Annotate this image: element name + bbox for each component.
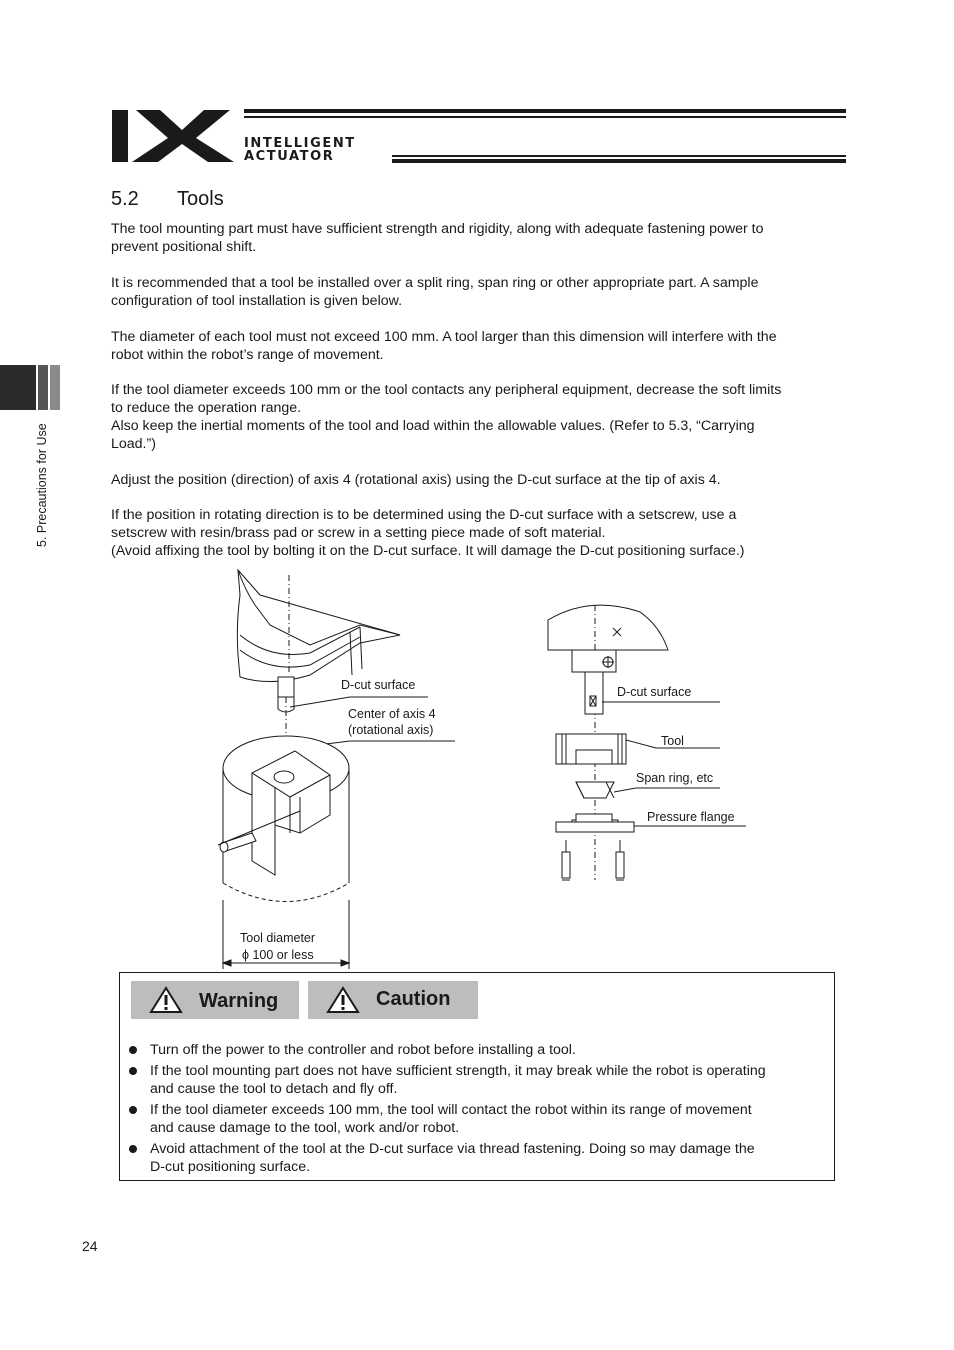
right-dcut-label: D-cut surface	[617, 685, 692, 699]
bullet-icon	[129, 1106, 137, 1114]
tool-mounting-isometric-diagram	[200, 565, 490, 970]
notice-bullet-list	[129, 1041, 829, 1179]
header-rule-top-thin	[244, 116, 846, 118]
left-diameter-label-1: Tool diameter	[240, 931, 316, 945]
list-item: Avoid attachment of the tool at the D-cut surface via thread fastening. Doing so may damage the D-cut positioning surface.	[129, 1140, 829, 1176]
paragraph-strength: The tool mounting part must have sufficient strength and rigidity, along with adequate fastening power to prevent positional shift.	[111, 221, 764, 255]
caution-tab	[308, 981, 478, 1019]
header-rule-top	[244, 109, 846, 113]
paragraph-split-ring: It is recommended that a tool be installed over a split ring, span ring or other appropriate part. A sample configuration of tool installation is given below.	[111, 275, 759, 309]
left-center-label-1: Center of axis 4	[348, 707, 436, 721]
section-number: 5.2	[111, 188, 139, 210]
list-item: If the tool mounting part does not have sufficient strength, it may break while the robot is operating and cause the tool to detach and fly off.	[129, 1062, 829, 1098]
bullet-icon	[129, 1067, 137, 1075]
brand-line-1: INTELLIGENT	[244, 136, 356, 151]
section-heading	[111, 188, 224, 211]
left-center-label-2: (rotational axis)	[348, 723, 434, 737]
ix-logo-mark	[112, 110, 234, 162]
paragraph-axis4: Adjust the position (direction) of axis 4 (rotational axis) using the D-cut surface at the tip of axis 4.	[111, 472, 721, 488]
warning-tab	[131, 981, 299, 1019]
caution-triangle-icon	[326, 986, 360, 1014]
warning-label: Warning	[199, 990, 279, 1012]
warning-triangle-icon	[149, 986, 183, 1014]
left-diameter-label-2: ϕ 100 or less	[242, 948, 314, 962]
right-pressure-flange-label: Pressure flange	[647, 810, 735, 824]
tool-exploded-section-diagram	[540, 600, 780, 890]
bullet-icon	[129, 1145, 137, 1153]
side-tab-block	[0, 365, 36, 410]
caution-label: Caution	[376, 988, 451, 1010]
right-span-ring-label: Span ring, etc	[636, 771, 714, 785]
list-item: Turn off the power to the controller and robot before installing a tool.	[129, 1041, 829, 1059]
right-tool-label: Tool	[661, 734, 684, 748]
brand-line-2: ACTUATOR	[244, 149, 335, 164]
bullet-icon	[129, 1046, 137, 1054]
paragraph-diameter: The diameter of each tool must not exceed 100 mm. A tool larger than this dimension will interfere with the robot within the robot’s range of movement.	[111, 329, 777, 363]
left-dcut-label: D-cut surface	[341, 678, 416, 692]
side-tab-stripe-light	[50, 365, 60, 410]
paragraph-setscrew: If the position in rotating direction is to be determined using the D-cut surface with a setscrew, use a setscrew with resin/brass pad or screw in a setting piece made of soft material. (Avoid affixing the tool by bolting it on the D-cut surface. It will damage the D-cut positioning surface.)	[111, 507, 745, 559]
section-title: Tools	[177, 188, 224, 210]
side-tab-label: 5. Precautions for Use	[35, 423, 49, 547]
header-rule-bottom-thick	[392, 159, 846, 163]
paragraph-soft-limits: If the tool diameter exceeds 100 mm or the tool contacts any peripheral equipment, decrease the soft limits to reduce the operation range. Also keep the inertial moments of the tool and load within the allowable values. (Refer to 5.3, “Carrying Load.”)	[111, 382, 782, 452]
list-item: If the tool diameter exceeds 100 mm, the tool will contact the robot within its range of movement and cause damage to the tool, work and/or robot.	[129, 1101, 829, 1137]
side-tab-stripe	[38, 365, 48, 410]
page-number: 24	[82, 1238, 98, 1254]
header-rule-bottom	[392, 155, 846, 157]
